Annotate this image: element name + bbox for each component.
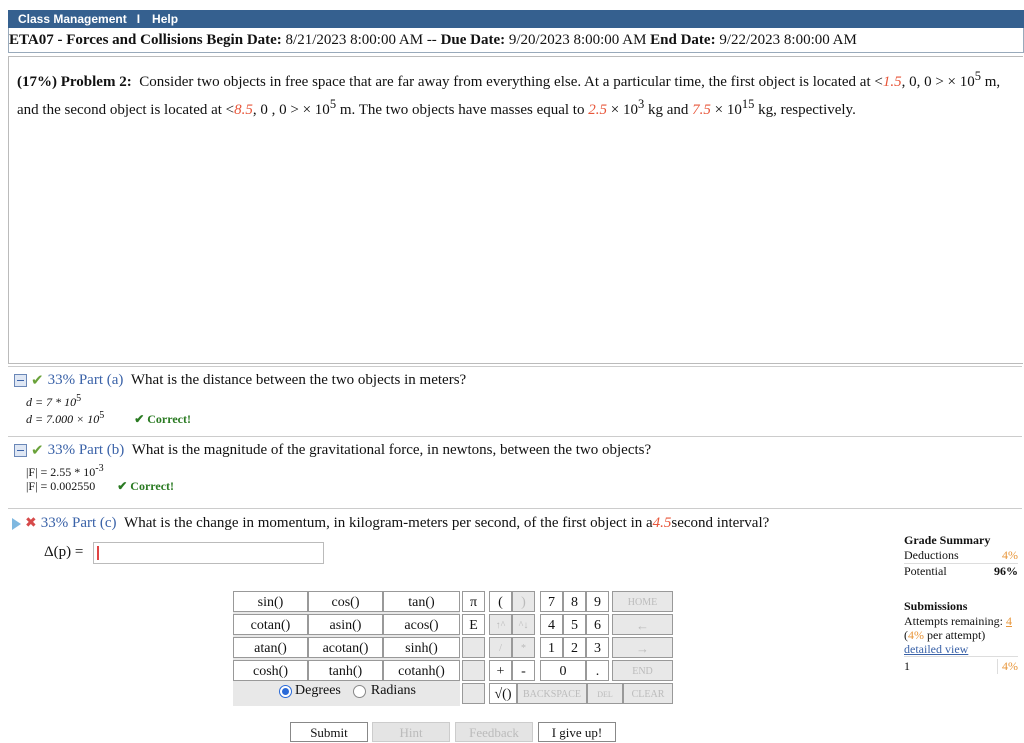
digit-2-button[interactable]: 2 — [563, 637, 586, 658]
end-label: End Date: — [650, 31, 716, 48]
calculator-pad — [233, 591, 673, 706]
end-button[interactable]: END — [612, 660, 673, 681]
problem-text-10: kg, respectively. — [754, 102, 856, 118]
part-b-entry: |F| = 2.55 * 10 — [26, 465, 96, 479]
part-c-question-1: What is the change in momentum, in kilogram-meters per second, of the first object in a — [124, 515, 653, 531]
deductions-label: Deductions — [904, 548, 959, 562]
right-arrow-button[interactable]: → — [612, 637, 673, 658]
menu-help[interactable]: Help — [152, 12, 179, 26]
tanh-button[interactable]: tanh() — [308, 660, 383, 681]
digit-4-button[interactable]: 4 — [540, 614, 563, 635]
left-paren-button[interactable]: ( — [489, 591, 512, 612]
problem-text-8: kg and — [644, 102, 693, 118]
part-a-result-exp: 5 — [99, 410, 105, 421]
empty-key — [462, 637, 485, 658]
problem-text-9: × 10 — [710, 102, 742, 118]
menu-bar — [8, 10, 1024, 28]
part-b-result: |F| = 0.002550 — [26, 479, 96, 493]
problem-weight: (17%) — [17, 74, 57, 90]
part-a-answers — [26, 392, 1022, 426]
angle-mode — [279, 683, 416, 699]
digit-0-button[interactable]: 0 — [540, 660, 586, 681]
part-b — [8, 436, 1022, 507]
submit-button[interactable]: Submit — [290, 722, 368, 742]
atan-button[interactable]: atan() — [233, 637, 308, 658]
cosh-button[interactable]: cosh() — [233, 660, 308, 681]
grade-summary-title: Grade Summary — [904, 533, 991, 547]
part-b-percent: 33% — [47, 442, 76, 458]
part-a-entry: d = 7 * 10 — [26, 395, 77, 409]
left-arrow-button[interactable]: ← — [612, 614, 673, 635]
problem-text-3: m, — [981, 74, 1001, 90]
empty-key — [462, 660, 485, 681]
divide-button[interactable]: / — [489, 637, 512, 658]
part-b-status: ✔ Correct! — [117, 479, 175, 493]
part-a-percent: 33% — [47, 372, 76, 388]
interval-value: 4.5 — [652, 515, 672, 531]
part-b-label: Part (b) — [78, 442, 125, 458]
superscript-down-button[interactable]: ^↓ — [512, 614, 535, 635]
problem-text-1: Consider two objects in free space that are far away from everything else. At a particular time, the first object is located at < — [139, 74, 883, 90]
part-c-percent: 33% — [40, 515, 69, 531]
potential-value: 96% — [994, 564, 1018, 578]
part-a-entry-exp: 5 — [76, 393, 82, 404]
digit-3-button[interactable]: 3 — [586, 637, 609, 658]
due-date: 9/20/2023 8:00:00 AM — [508, 31, 647, 48]
deductions-value: 4% — [1002, 548, 1018, 562]
potential-label: Potential — [904, 564, 947, 578]
radians-radio[interactable] — [353, 685, 366, 698]
acos-button[interactable]: acos() — [383, 614, 460, 635]
asin-button[interactable]: asin() — [308, 614, 383, 635]
exp-2: 5 — [329, 97, 337, 111]
text-caret — [97, 546, 99, 560]
mass-1-value: 2.5 — [588, 102, 607, 118]
mass-2-value: 7.5 — [692, 102, 711, 118]
first-x-value: 1.5 — [882, 74, 902, 90]
digit-6-button[interactable]: 6 — [586, 614, 609, 635]
checkmark-icon: ✔ — [31, 443, 44, 459]
digit-7-button[interactable]: 7 — [540, 591, 563, 612]
x-mark-icon: ✖ — [25, 516, 37, 531]
checkmark-icon: ✔ — [31, 373, 44, 389]
digit-9-button[interactable]: 9 — [586, 591, 609, 612]
feedback-button[interactable]: Feedback — [455, 722, 533, 742]
per-attempt-pct: 4% — [908, 628, 924, 642]
answer-input[interactable] — [93, 542, 324, 564]
decimal-button[interactable]: . — [586, 660, 609, 681]
end-date: 9/22/2023 8:00:00 AM — [719, 31, 857, 48]
part-c-label: Part (c) — [71, 515, 117, 531]
digit-8-button[interactable]: 8 — [563, 591, 586, 612]
superscript-up-button[interactable]: ↑^ — [489, 614, 512, 635]
pi-button[interactable]: π — [462, 591, 485, 612]
assignment-header — [8, 28, 1024, 53]
expand-arrow-icon[interactable] — [12, 518, 21, 530]
part-a — [8, 366, 1022, 435]
part-b-question: What is the magnitude of the gravitational force, in newtons, between the two objects? — [131, 442, 652, 458]
plus-button[interactable]: + — [489, 660, 512, 681]
due-label: Due Date: — [440, 31, 506, 48]
clear-button[interactable]: CLEAR — [623, 683, 673, 704]
multiply-button[interactable]: * — [512, 637, 535, 658]
part-a-question: What is the distance between the two objects in meters? — [130, 372, 467, 388]
grade-summary: Grade Summary Deductions 4% Potential 96% Submissions Attempts remaining: 4 (4% per attempt) detailed view 1 4% — [904, 533, 1018, 673]
sinh-button[interactable]: sinh() — [383, 637, 460, 658]
problem-text-6: m. The two objects have masses equal to — [336, 102, 589, 118]
e-button[interactable]: E — [462, 614, 485, 635]
give-up-button[interactable]: I give up! — [538, 722, 616, 742]
begin-label: Begin Date: — [206, 31, 282, 48]
part-a-label: Part (a) — [78, 372, 124, 388]
digit-5-button[interactable]: 5 — [563, 614, 586, 635]
collapse-icon[interactable] — [14, 444, 27, 457]
detailed-view-link[interactable]: detailed view — [904, 642, 1018, 657]
exp-3: 3 — [637, 97, 645, 111]
tan-button[interactable]: tan() — [383, 591, 460, 612]
exp-4: 15 — [741, 97, 755, 111]
menu-class-management[interactable]: Class Management — [18, 12, 127, 26]
attempts-label: Attempts remaining: — [904, 614, 1003, 628]
assignment-title: ETA07 - Forces and Collisions — [9, 31, 203, 48]
empty-key — [462, 683, 485, 704]
second-x-value: 8.5 — [234, 102, 253, 118]
digit-1-button[interactable]: 1 — [540, 637, 563, 658]
del-button[interactable]: DEL — [587, 683, 623, 704]
submission-deduction: 4% — [997, 659, 1018, 674]
radians-label: Radians — [370, 683, 416, 698]
collapse-icon[interactable] — [14, 374, 27, 387]
begin-date: 8/21/2023 8:00:00 AM — [285, 31, 424, 48]
problem-text-7: × 10 — [606, 102, 638, 118]
problem-text-5: , 0 , 0 > × 10 — [252, 102, 330, 118]
problem-text-2: , 0, 0 > × 10 — [901, 74, 975, 90]
attempts-value: 4 — [1005, 614, 1012, 628]
momentum-label: Δ(p) = — [44, 544, 84, 560]
sqrt-button[interactable]: √() — [489, 683, 517, 704]
part-a-result: d = 7.000 × 10 — [26, 412, 100, 426]
degrees-radio[interactable] — [279, 685, 292, 698]
backspace-button[interactable]: BACKSPACE — [517, 683, 587, 704]
cotan-button[interactable]: cotan() — [233, 614, 308, 635]
menu-separator: I — [136, 12, 141, 26]
degrees-label: Degrees — [295, 683, 341, 698]
cos-button[interactable]: cos() — [308, 591, 383, 612]
acotan-button[interactable]: acotan() — [308, 637, 383, 658]
part-b-entry-exp: -3 — [95, 463, 104, 474]
exp-1: 5 — [974, 69, 981, 83]
home-button[interactable]: HOME — [612, 591, 673, 612]
submissions-title: Submissions — [904, 599, 968, 613]
hint-button[interactable]: Hint — [372, 722, 450, 742]
problem-title: Problem 2: — [60, 74, 132, 90]
sin-button[interactable]: sin() — [233, 591, 308, 612]
problem-panel — [8, 56, 1023, 364]
part-b-answers — [26, 462, 1022, 493]
part-c-question-2: second interval? — [671, 515, 770, 531]
right-paren-button[interactable]: ) — [512, 591, 535, 612]
part-a-status: ✔ Correct! — [134, 412, 192, 426]
problem-text-4: and the second object is located at < — [17, 102, 235, 118]
problem-statement — [17, 65, 1024, 121]
submission-index: 1 — [904, 659, 910, 673]
header-dash: -- — [426, 31, 437, 48]
minus-button[interactable]: - — [512, 660, 535, 681]
per-attempt-text: per attempt) — [924, 628, 986, 642]
cotanh-button[interactable]: cotanh() — [383, 660, 460, 681]
